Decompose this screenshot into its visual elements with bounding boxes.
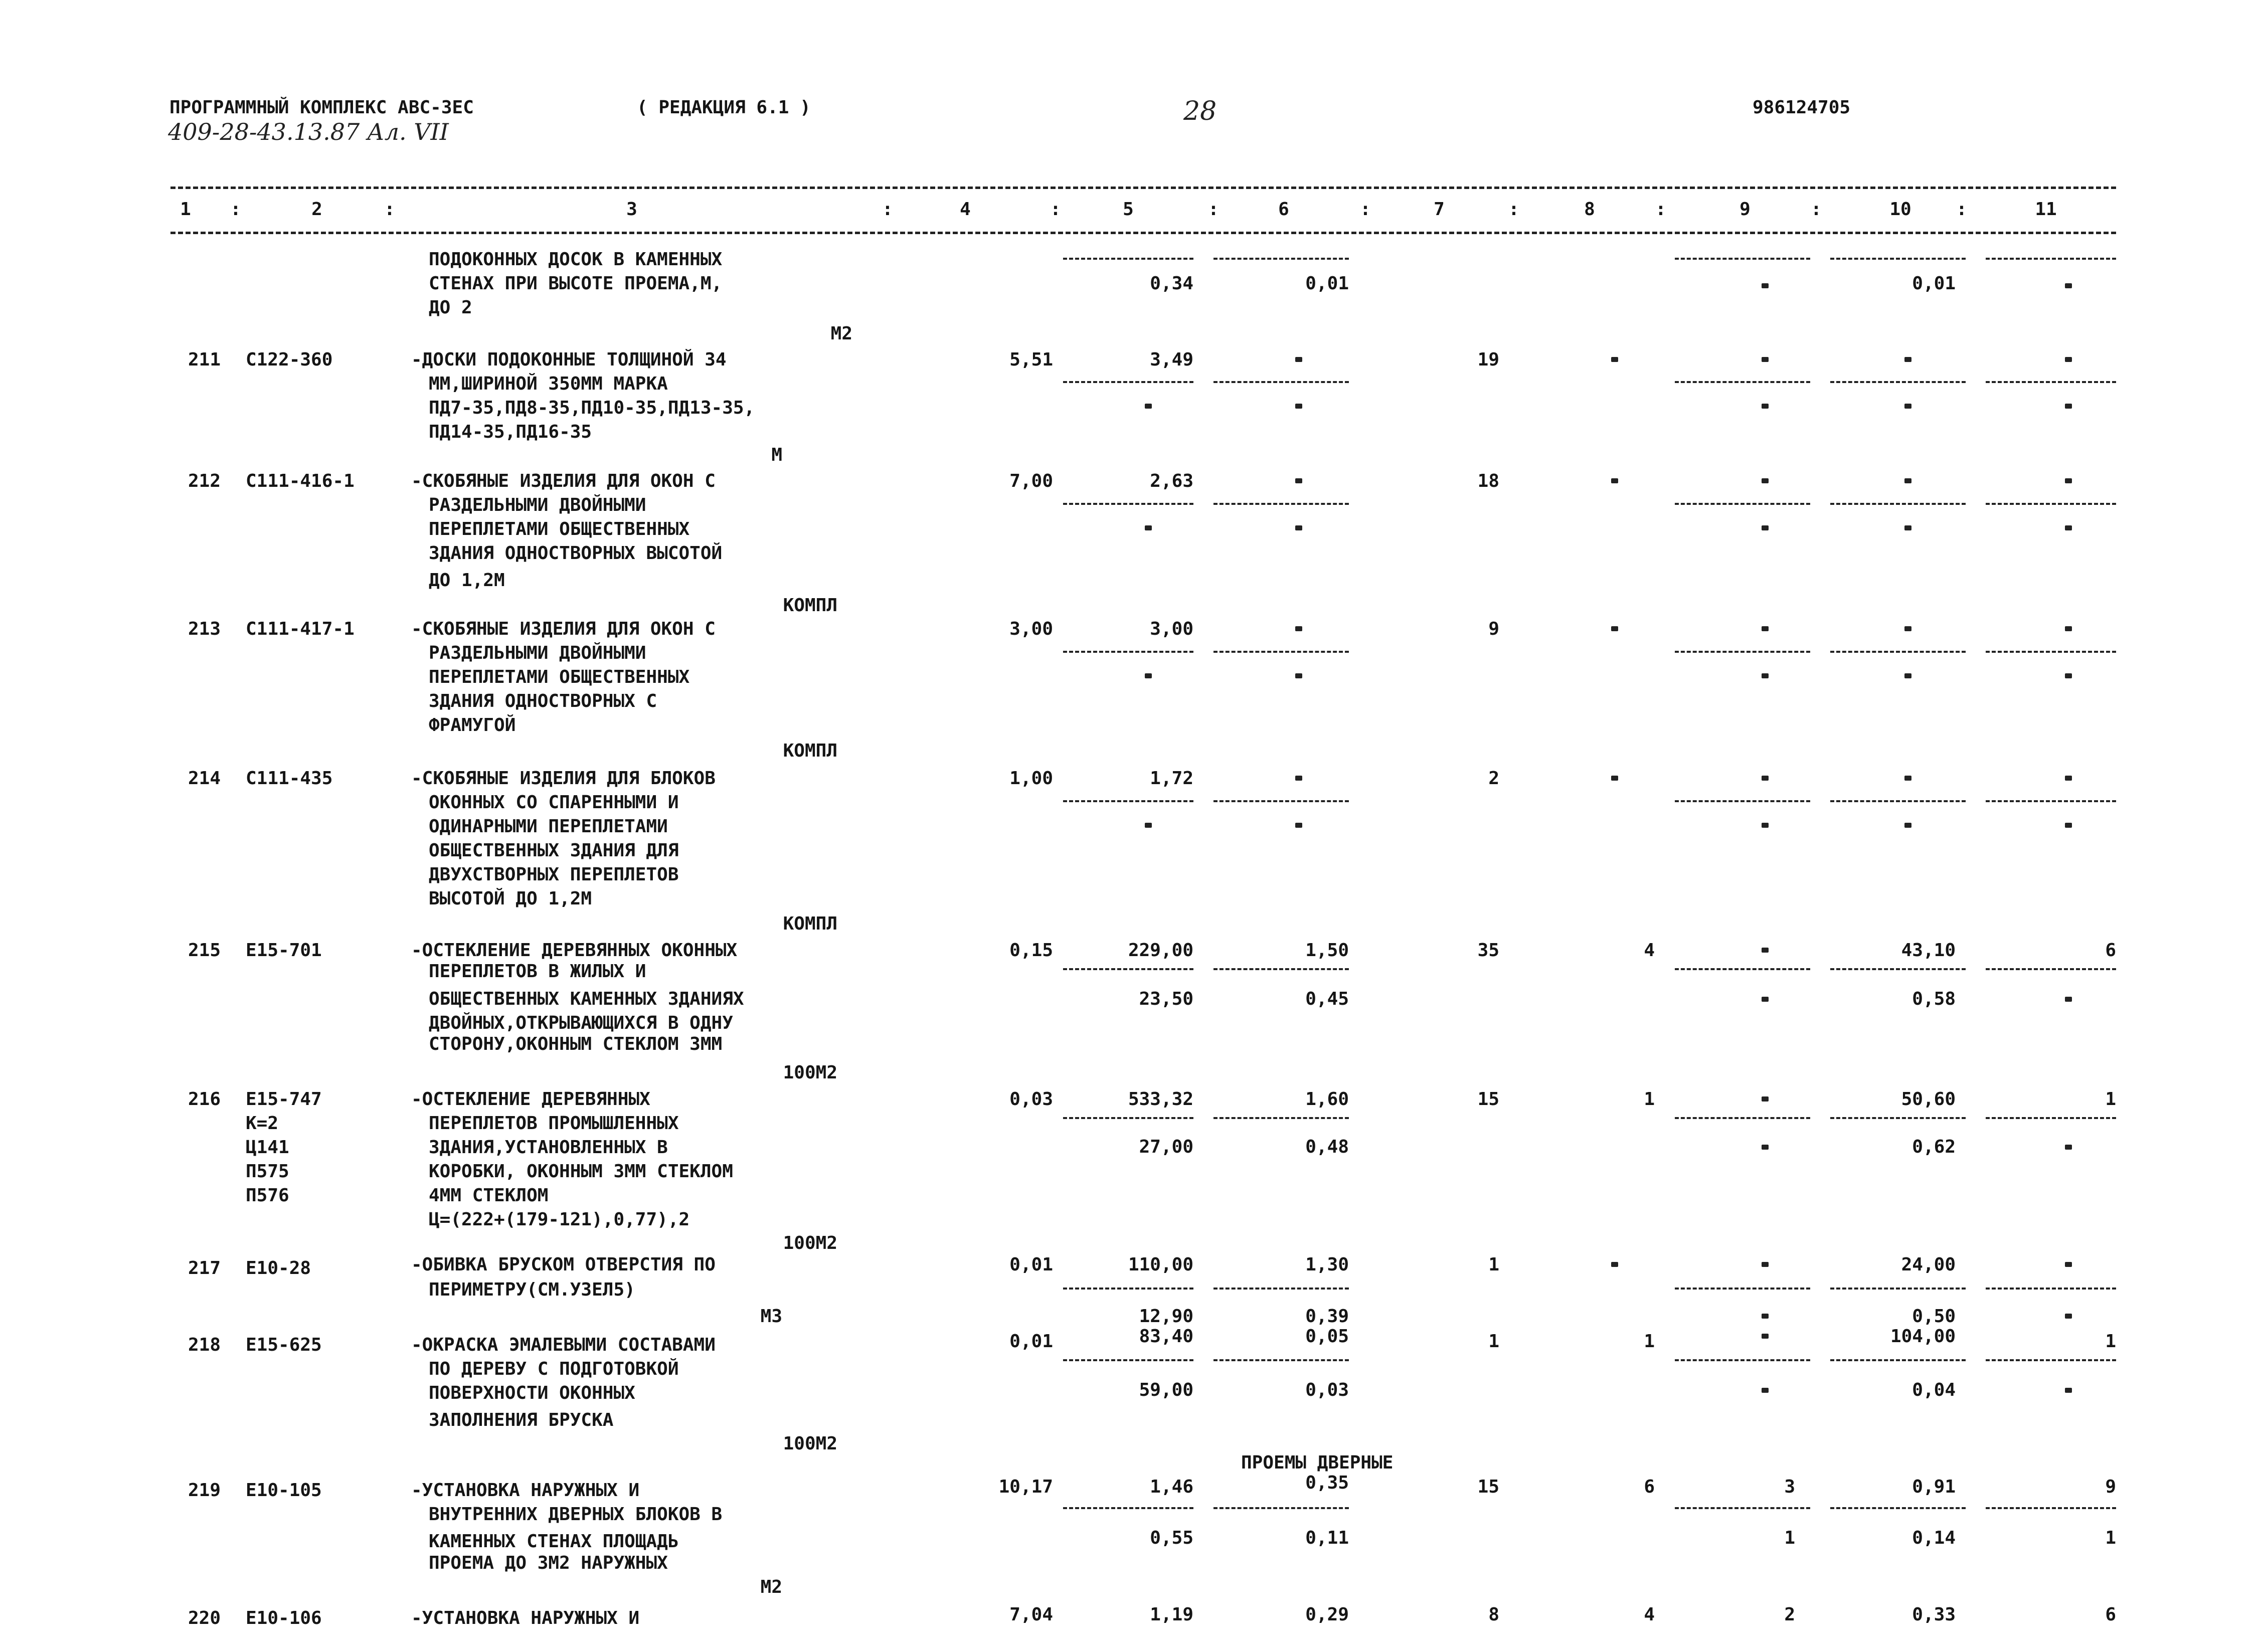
row-219-col6: 0,35 — [1305, 1473, 1349, 1493]
cell-divider — [1675, 381, 1810, 383]
dash-mark — [1145, 525, 1152, 530]
cell-divider — [1830, 1288, 1966, 1290]
row-218-desc-line: ПО ДЕРЕВУ С ПОДГОТОВКОЙ — [429, 1359, 679, 1379]
row-215-col10: 43,10 — [1901, 940, 1956, 961]
row-213-desc-line: РАЗДЕЛЬНЫМИ ДВОЙНЫМИ — [429, 643, 646, 663]
dash-mark — [1295, 673, 1302, 678]
cell-divider — [1675, 651, 1810, 653]
row-216-col10-second: 0,62 — [1912, 1137, 1956, 1157]
row-218-code: Е15-625 — [246, 1335, 322, 1355]
row-211-desc-line: ПД7-35,ПД8-35,ПД10-35,ПД13-35, — [429, 398, 755, 418]
row-210-desc-line: ДО 2 — [429, 297, 472, 318]
row-214-unit: КОМПЛ — [783, 913, 837, 934]
dash-mark — [1904, 478, 1911, 483]
cell-divider — [1063, 258, 1193, 260]
page-number: 28 — [1183, 96, 1217, 126]
cell-divider — [1063, 1117, 1193, 1119]
dash-mark — [1611, 626, 1618, 631]
section-heading: ПРОЕМЫ ДВЕРНЫЕ — [1241, 1452, 1394, 1473]
row-216-desc-line: Ц=(222+(179-121),0,77),2 — [429, 1209, 690, 1230]
row-220-number: 220 — [188, 1608, 221, 1628]
dash-mark — [2065, 1145, 2072, 1150]
row-219-col6-second: 0,11 — [1305, 1528, 1349, 1548]
row-212-unit: КОМПЛ — [783, 595, 837, 616]
row-215-col5: 229,00 — [1128, 940, 1193, 961]
row-220-col11: 6 — [2105, 1604, 2116, 1625]
row-216-col5: 533,32 — [1128, 1089, 1193, 1110]
row-218-col4: 0,01 — [1009, 1331, 1053, 1352]
col-header-11: 11 — [2035, 199, 2057, 220]
row-216-extra: П576 — [246, 1185, 289, 1206]
dash-mark — [2065, 404, 2072, 409]
row-217-col10-second: 0,50 — [1912, 1306, 1956, 1327]
row-219-col5-second: 0,55 — [1150, 1528, 1193, 1548]
row-218-number: 218 — [188, 1335, 221, 1355]
dash-mark — [1762, 478, 1769, 483]
row-214-number: 214 — [188, 768, 221, 789]
dash-mark — [1611, 776, 1618, 781]
row-211-desc-line: -ДОСКИ ПОДОКОННЫЕ ТОЛЩИНОЙ 34 — [411, 349, 727, 370]
row-216-desc-line: ПЕРЕПЛЕТОВ ПРОМЫШЛЕННЫХ — [429, 1113, 679, 1134]
row-217-col10: 24,00 — [1901, 1254, 1956, 1275]
row-210-unit: М2 — [830, 323, 852, 344]
cell-divider — [1986, 1117, 2116, 1119]
row-218-col8: 1 — [1644, 1331, 1655, 1352]
row-215-desc-line: ПЕРЕПЛЕТОВ В ЖИЛЫХ И — [429, 961, 646, 982]
dash-mark — [2065, 1388, 2072, 1393]
dash-mark — [1762, 283, 1769, 288]
col-separator: : — [1956, 199, 1967, 220]
dash-mark — [1762, 948, 1769, 953]
program-title: ПРОГРАММНЫЙ КОМПЛЕКС АВС-ЗЕС — [169, 97, 474, 118]
col-separator: : — [1360, 199, 1371, 220]
dash-mark — [1904, 673, 1911, 678]
row-216-col6: 1,60 — [1305, 1089, 1349, 1110]
dash-mark — [1295, 478, 1302, 483]
row-219-desc-line: ПРОЕМА ДО 3М2 НАРУЖНЫХ — [429, 1553, 668, 1573]
row-211-desc-line: ПД14-35,ПД16-35 — [429, 422, 592, 442]
dash-mark — [2065, 478, 2072, 483]
dash-mark — [1762, 626, 1769, 631]
row-220-col7: 8 — [1488, 1604, 1499, 1625]
cell-divider — [1675, 968, 1810, 970]
dash-mark — [1762, 1334, 1769, 1339]
cell-divider — [1830, 1359, 1966, 1361]
row-217-col6-second: 0,39 — [1305, 1306, 1349, 1327]
col-header-3: 3 — [626, 199, 637, 220]
dash-mark — [1295, 525, 1302, 530]
cell-divider — [1063, 1288, 1193, 1290]
cell-divider — [1986, 1359, 2116, 1361]
row-220-desc-line: -УСТАНОВКА НАРУЖНЫХ И — [411, 1608, 640, 1628]
dash-mark — [1762, 823, 1769, 828]
row-216-desc-line: -ОСТЕКЛЕНИЕ ДЕРЕВЯННЫХ — [411, 1089, 650, 1110]
row-216-extra: К=2 — [246, 1113, 279, 1134]
row-217-desc-line: -ОБИВКА БРУСКОМ ОТВЕРСТИЯ ПО — [411, 1254, 716, 1275]
row-217-col5: 110,00 — [1128, 1254, 1193, 1275]
row-213-desc-line: ПЕРЕПЛЕТАМИ ОБЩЕСТВЕННЫХ — [429, 667, 690, 687]
row-216-desc-line: КОРОБКИ, ОКОННЫМ 3ММ СТЕКЛОМ — [429, 1161, 733, 1182]
row-214-code: С111-435 — [246, 768, 333, 789]
row-212-number: 212 — [188, 471, 221, 491]
row-212-code: С111-416-1 — [246, 471, 355, 491]
dash-mark — [1762, 404, 1769, 409]
row-214-desc-line: ДВУХСТВОРНЫХ ПЕРЕПЛЕТОВ — [429, 864, 679, 885]
row-218-col10: 104,00 — [1890, 1326, 1956, 1347]
row-215-col8: 4 — [1644, 940, 1655, 961]
col-separator: : — [384, 199, 395, 220]
dash-mark — [2065, 283, 2072, 288]
row-211-col4: 5,51 — [1009, 349, 1053, 370]
cell-divider — [1213, 968, 1349, 970]
row-215-code: Е15-701 — [246, 940, 322, 961]
cell-divider — [1675, 800, 1810, 802]
row-213-desc-line: -СКОБЯНЫЕ ИЗДЕЛИЯ ДЛЯ ОКОН С — [411, 619, 716, 639]
dash-mark — [2065, 823, 2072, 828]
row-218-desc-line: ПОВЕРХНОСТИ ОКОННЫХ — [429, 1383, 635, 1403]
cell-divider — [1675, 1507, 1810, 1509]
col-header-5: 5 — [1123, 199, 1134, 220]
row-220-col9: 2 — [1784, 1604, 1795, 1625]
row-215-desc-line: ОБЩЕСТВЕННЫХ КАМЕННЫХ ЗДАНИЯХ — [429, 989, 744, 1009]
dash-mark — [1295, 823, 1302, 828]
row-212-col4: 7,00 — [1009, 471, 1053, 491]
row-216-number: 216 — [188, 1089, 221, 1110]
cell-divider — [1986, 1288, 2116, 1290]
row-212-desc-line: ПЕРЕПЛЕТАМИ ОБЩЕСТВЕННЫХ — [429, 519, 690, 539]
cell-divider — [1213, 258, 1349, 260]
row-214-col5: 1,72 — [1150, 768, 1193, 789]
dash-mark — [1611, 357, 1618, 362]
row-220-code: Е10-106 — [246, 1608, 322, 1628]
cell-divider — [1986, 381, 2116, 383]
row-215-col6: 1,50 — [1305, 940, 1349, 961]
dash-mark — [1904, 357, 1911, 362]
col-header-7: 7 — [1434, 199, 1445, 220]
cell-divider — [1213, 503, 1349, 505]
row-216-col4: 0,03 — [1009, 1089, 1053, 1110]
row-216-col8: 1 — [1644, 1089, 1655, 1110]
dash-mark — [1762, 357, 1769, 362]
row-215-desc-line: СТОРОНУ,ОКОННЫМ СТЕКЛОМ 3ММ — [429, 1034, 723, 1054]
row-214-desc-line: ВЫСОТОЙ ДО 1,2М — [429, 888, 592, 909]
dash-mark — [1145, 404, 1152, 409]
row-217-unit: М3 — [760, 1306, 782, 1327]
row-219-desc-line: -УСТАНОВКА НАРУЖНЫХ И — [411, 1480, 640, 1501]
cell-divider — [1830, 258, 1966, 260]
cell-divider — [1063, 800, 1193, 802]
dash-mark — [2065, 997, 2072, 1002]
dash-mark — [1762, 776, 1769, 781]
row-216-col10: 50,60 — [1901, 1089, 1956, 1110]
dash-mark — [1762, 1314, 1769, 1319]
cell-divider — [1675, 1117, 1810, 1119]
cell-divider — [1063, 651, 1193, 653]
row-214-desc-line: ОБЩЕСТВЕННЫХ ЗДАНИЯ ДЛЯ — [429, 840, 679, 861]
row-213-unit: КОМПЛ — [783, 741, 837, 761]
row-213-code: С111-417-1 — [246, 619, 355, 639]
cell-divider — [1063, 1507, 1193, 1509]
dash-mark — [1762, 525, 1769, 530]
col-header-6: 6 — [1278, 199, 1289, 220]
cell-divider — [1830, 381, 1966, 383]
col-separator: : — [1811, 199, 1822, 220]
col-header-9: 9 — [1739, 199, 1751, 220]
document-code: 986124705 — [1753, 97, 1851, 118]
row-219-col11-second: 1 — [2105, 1528, 2116, 1548]
row-213-col4: 3,00 — [1009, 619, 1053, 639]
col-separator: : — [1208, 199, 1219, 220]
dash-mark — [2065, 1262, 2072, 1267]
cell-divider — [1063, 1359, 1193, 1361]
row-215-desc-line: ДВОЙНЫХ,ОТКРЫВАЮЩИХСЯ В ОДНУ — [429, 1013, 733, 1033]
row-212-desc-line: -СКОБЯНЫЕ ИЗДЕЛИЯ ДЛЯ ОКОН С — [411, 471, 716, 491]
dash-mark — [1904, 776, 1911, 781]
row-212-desc-line: ДО 1,2М — [429, 570, 505, 591]
row-218-col6-second: 0,03 — [1305, 1380, 1349, 1400]
row-213-desc-line: ФРАМУГОЙ — [429, 715, 516, 736]
row-219-col7: 15 — [1477, 1477, 1499, 1497]
dash-mark — [2065, 1314, 2072, 1319]
dash-mark — [1762, 1145, 1769, 1150]
cell-divider — [1063, 968, 1193, 970]
dash-mark — [1295, 626, 1302, 631]
row-212-desc-line: ЗДАНИЯ ОДНОСТВОРНЫХ ВЫСОТОЙ — [429, 543, 723, 564]
dash-mark — [1295, 404, 1302, 409]
row-220-col4: 7,04 — [1009, 1604, 1053, 1625]
row-218-desc-line: ЗАПОЛНЕНИЯ БРУСКА — [429, 1410, 614, 1430]
row-211-col7: 19 — [1477, 349, 1499, 370]
cell-divider — [1213, 1359, 1349, 1361]
dash-mark — [1295, 357, 1302, 362]
row-219-col11: 9 — [2105, 1477, 2116, 1497]
cell-divider — [1986, 258, 2116, 260]
dash-mark — [1611, 478, 1618, 483]
row-211-number: 211 — [188, 349, 221, 370]
cell-divider — [1986, 1507, 2116, 1509]
row-213-col5: 3,00 — [1150, 619, 1193, 639]
row-217-col7: 1 — [1488, 1254, 1499, 1275]
row-216-code: Е15-747 — [246, 1089, 322, 1110]
cell-divider — [1213, 1288, 1349, 1290]
row-219-number: 219 — [188, 1480, 221, 1501]
row-219-col10: 0,91 — [1912, 1477, 1956, 1497]
row-215-col4: 0,15 — [1009, 940, 1053, 961]
dash-mark — [1145, 823, 1152, 828]
row-211-unit: М — [771, 445, 782, 465]
row-210-col5: 0,34 — [1150, 273, 1193, 294]
row-216-extra: Ц141 — [246, 1137, 289, 1158]
dash-mark — [1145, 673, 1152, 678]
row-212-col5: 2,63 — [1150, 471, 1193, 491]
row-215-col5-second: 23,50 — [1139, 989, 1193, 1009]
row-215-unit: 100М2 — [783, 1062, 837, 1083]
row-216-col5-second: 27,00 — [1139, 1137, 1193, 1157]
cell-divider — [1830, 1117, 1966, 1119]
cell-divider — [1830, 968, 1966, 970]
row-217-desc-line: ПЕРИМЕТРУ(СМ.УЗЕЛ5) — [429, 1279, 635, 1300]
cell-divider — [1830, 1507, 1966, 1509]
row-215-col11: 6 — [2105, 940, 2116, 961]
row-217-code: Е10-28 — [246, 1258, 311, 1278]
col-header-2: 2 — [311, 199, 322, 220]
row-217-col4: 0,01 — [1009, 1254, 1053, 1275]
row-218-col10-second: 0,04 — [1912, 1380, 1956, 1400]
cell-divider — [1830, 800, 1966, 802]
dash-mark — [1295, 776, 1302, 781]
row-214-col7: 2 — [1488, 768, 1499, 789]
cell-divider — [1213, 651, 1349, 653]
row-220-col6: 0,29 — [1305, 1604, 1349, 1625]
row-210-col6: 0,01 — [1305, 273, 1349, 294]
row-211-col5: 3,49 — [1150, 349, 1193, 370]
dash-mark — [1762, 997, 1769, 1002]
row-219-col9: 3 — [1784, 1477, 1795, 1497]
dash-mark — [2065, 776, 2072, 781]
row-219-col5: 1,46 — [1150, 1477, 1193, 1497]
row-218-col7: 1 — [1488, 1331, 1499, 1352]
cell-divider — [1213, 1507, 1349, 1509]
row-211-code: С122-360 — [246, 349, 333, 370]
handwritten-reference: 409-28-43.13.87 Ал. VII — [168, 118, 449, 145]
row-219-desc-line: ВНУТРЕННИХ ДВЕРНЫХ БЛОКОВ В — [429, 1504, 723, 1525]
row-220-col10: 0,33 — [1912, 1604, 1956, 1625]
row-213-col7: 9 — [1488, 619, 1499, 639]
row-219-code: Е10-105 — [246, 1480, 322, 1501]
row-218-desc-line: -ОКРАСКА ЭМАЛЕВЫМИ СОСТАВАМИ — [411, 1335, 716, 1355]
row-217-col5-second: 12,90 — [1139, 1306, 1193, 1327]
cell-divider — [1675, 503, 1810, 505]
dash-mark — [1762, 1262, 1769, 1267]
row-213-number: 213 — [188, 619, 221, 639]
row-218-col11: 1 — [2105, 1331, 2116, 1352]
row-217-number: 217 — [188, 1258, 221, 1278]
dash-mark — [2065, 626, 2072, 631]
table-top-rule — [170, 187, 2116, 189]
col-separator: : — [1655, 199, 1666, 220]
col-header-4: 4 — [960, 199, 971, 220]
row-215-col10-second: 0,58 — [1912, 989, 1956, 1009]
row-219-col8: 6 — [1644, 1477, 1655, 1497]
row-215-number: 215 — [188, 940, 221, 961]
row-214-desc-line: -СКОБЯНЫЕ ИЗДЕЛИЯ ДЛЯ БЛОКОВ — [411, 768, 716, 789]
col-separator: : — [882, 199, 893, 220]
cell-divider — [1063, 381, 1193, 383]
row-218-col6: 0,05 — [1305, 1326, 1349, 1347]
row-216-col7: 15 — [1477, 1089, 1499, 1110]
row-216-desc-line: ЗДАНИЯ,УСТАНОВЛЕННЫХ В — [429, 1137, 668, 1158]
row-216-unit: 100М2 — [783, 1233, 837, 1253]
col-separator: : — [1050, 199, 1061, 220]
row-213-desc-line: ЗДАНИЯ ОДНОСТВОРНЫХ С — [429, 691, 657, 711]
edition-label: ( РЕДАКЦИЯ 6.1 ) — [637, 97, 811, 118]
row-210-desc-line: ПОДОКОННЫХ ДОСОК В КАМЕННЫХ — [429, 249, 723, 270]
dash-mark — [2065, 357, 2072, 362]
row-218-unit: 100М2 — [783, 1433, 837, 1454]
cell-divider — [1213, 1117, 1349, 1119]
cell-divider — [1830, 651, 1966, 653]
dash-mark — [1904, 525, 1911, 530]
row-219-unit: М2 — [760, 1577, 782, 1597]
row-210-desc-line: СТЕНАХ ПРИ ВЫСОТЕ ПРОЕМА,М, — [429, 273, 723, 294]
row-216-desc-line: 4ММ СТЕКЛОМ — [429, 1185, 549, 1206]
row-214-desc-line: ОКОННЫХ СО СПАРЕННЫМИ И — [429, 792, 679, 813]
row-220-col5: 1,19 — [1150, 1604, 1193, 1625]
dash-mark — [1904, 404, 1911, 409]
dash-mark — [1611, 1262, 1618, 1267]
cell-divider — [1063, 503, 1193, 505]
cell-divider — [1986, 968, 2116, 970]
cell-divider — [1986, 503, 2116, 505]
col-separator: : — [1508, 199, 1519, 220]
dash-mark — [1904, 626, 1911, 631]
row-220-col8: 4 — [1644, 1604, 1655, 1625]
dash-mark — [1762, 1096, 1769, 1102]
row-215-desc-line: -ОСТЕКЛЕНИЕ ДЕРЕВЯННЫХ ОКОННЫХ — [411, 940, 738, 961]
row-218-col5-second: 59,00 — [1139, 1380, 1193, 1400]
row-219-col4: 10,17 — [998, 1477, 1053, 1497]
col-header-1: 1 — [180, 199, 191, 220]
row-215-col6-second: 0,45 — [1305, 989, 1349, 1009]
row-219-col10-second: 0,14 — [1912, 1528, 1956, 1548]
dash-mark — [1762, 1388, 1769, 1393]
row-217-col6: 1,30 — [1305, 1254, 1349, 1275]
table-header-rule — [170, 232, 2116, 234]
row-219-desc-line: КАМЕННЫХ СТЕНАХ ПЛОЩАДЬ — [429, 1531, 679, 1552]
cell-divider — [1675, 1288, 1810, 1290]
cell-divider — [1986, 651, 2116, 653]
row-212-col7: 18 — [1477, 471, 1499, 491]
row-210-col10: 0,01 — [1912, 273, 1956, 294]
cell-divider — [1213, 381, 1349, 383]
cell-divider — [1986, 800, 2116, 802]
dash-mark — [1762, 673, 1769, 678]
cell-divider — [1213, 800, 1349, 802]
cell-divider — [1830, 503, 1966, 505]
cell-divider — [1675, 258, 1810, 260]
col-header-10: 10 — [1889, 199, 1911, 220]
col-separator: : — [230, 199, 241, 220]
row-214-desc-line: ОДИНАРНЫМИ ПЕРЕПЛЕТАМИ — [429, 816, 668, 837]
row-216-col11: 1 — [2105, 1089, 2116, 1110]
row-211-desc-line: ММ,ШИРИНОЙ 350ММ МАРКА — [429, 374, 668, 394]
row-214-col4: 1,00 — [1009, 768, 1053, 789]
dash-mark — [2065, 525, 2072, 530]
dash-mark — [1904, 823, 1911, 828]
row-218-col5: 83,40 — [1139, 1326, 1193, 1347]
row-219-col9-second: 1 — [1784, 1528, 1795, 1548]
row-212-desc-line: РАЗДЕЛЬНЫМИ ДВОЙНЫМИ — [429, 495, 646, 515]
row-216-extra: П575 — [246, 1161, 289, 1182]
col-header-8: 8 — [1584, 199, 1595, 220]
row-216-col6-second: 0,48 — [1305, 1137, 1349, 1157]
row-215-col7: 35 — [1477, 940, 1499, 961]
cell-divider — [1675, 1359, 1810, 1361]
dash-mark — [2065, 673, 2072, 678]
